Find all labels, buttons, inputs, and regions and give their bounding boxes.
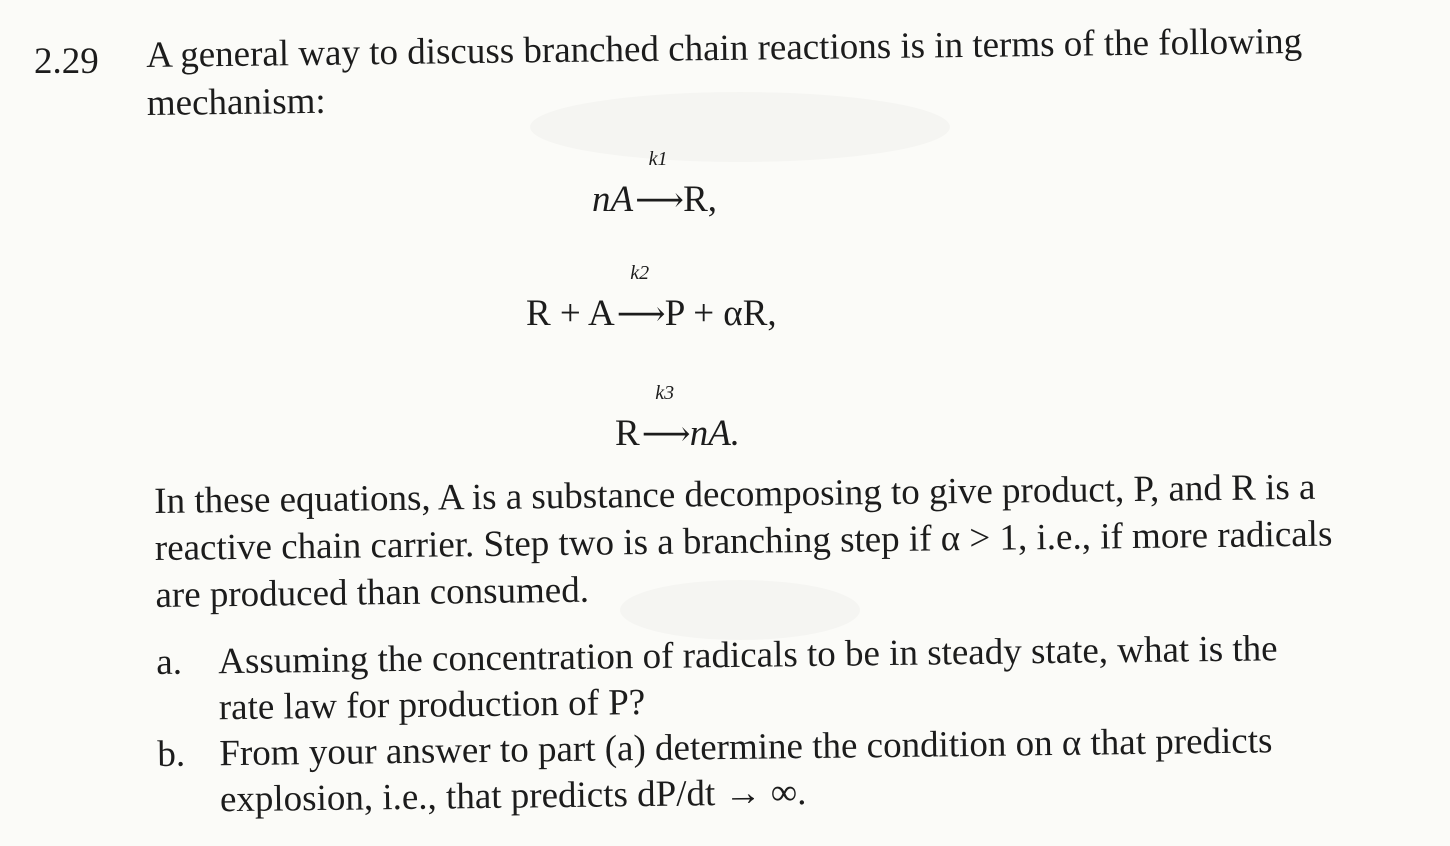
reaction-equation-3: [615, 382, 741, 455]
right-arrow-icon: ⟶: [641, 416, 691, 453]
rate-constant: k2: [630, 262, 650, 284]
equation-lhs: R + A: [526, 293, 615, 334]
question-item: [156, 625, 1357, 732]
problem-intro: A general way to discuss branched chain reactions is in terms of the following mechanism:: [146, 20, 1303, 124]
rate-constant: k1: [648, 148, 668, 170]
equation-rhs: R,: [683, 179, 718, 220]
right-arrow-icon: ⟶: [616, 296, 666, 333]
question-label: b.: [157, 733, 186, 775]
question-label: a.: [156, 641, 183, 683]
reaction-arrow: [641, 382, 691, 455]
rate-constant: k3: [655, 382, 675, 404]
question-list: [156, 625, 1358, 824]
problem-number: 2.29: [34, 41, 99, 82]
equation-lhs: R: [615, 413, 640, 454]
equation-rhs: P + αR,: [664, 293, 777, 334]
reaction-arrow: [616, 262, 666, 335]
question-item: [157, 717, 1358, 824]
equation-lhs: nA: [592, 179, 634, 220]
reaction-equation-2: [526, 262, 777, 335]
question-text: Assuming the concentration of radicals to be in steady state, what is the rate law for production of P?: [218, 628, 1278, 729]
reaction-equation-1: [592, 148, 718, 221]
mechanism-description: In these equations, A is a substance decomposing to give product, P, and R is a reactive chain carrier. Step two is a branching step if α > 1, i.e., if more radicals are produced than consumed.: [154, 466, 1333, 616]
reaction-arrow: [635, 148, 684, 221]
question-text: From your answer to part (a) determine the condition on α that predicts explosion, i.e., that predicts dP/dt → ∞.: [219, 720, 1273, 821]
equation-rhs: nA.: [689, 413, 741, 454]
right-arrow-icon: ⟶: [635, 182, 684, 219]
